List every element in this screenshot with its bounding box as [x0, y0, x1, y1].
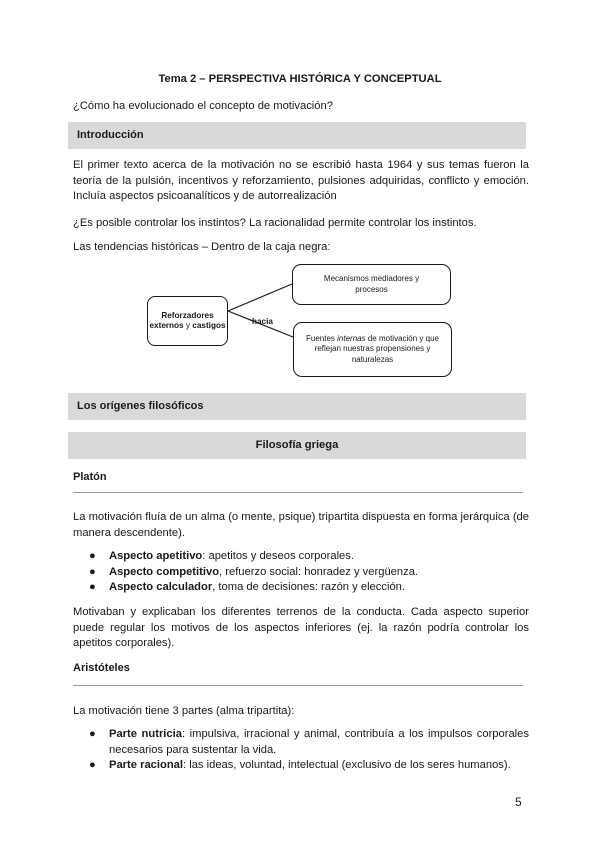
list-item: ● Aspecto apetitivo: apetitos y deseos corporales.: [73, 549, 529, 565]
external-reinforcers-and: y: [185, 321, 190, 330]
section-band-origins: [68, 393, 526, 420]
aristoteles-bullet-list: [73, 727, 529, 774]
bullet-icon: ●: [89, 759, 96, 771]
diagram-box-internal-sources: [293, 322, 452, 377]
black-box-diagram: [0, 0, 600, 400]
connector-line-top: [228, 284, 292, 311]
page-title: Tema 2 – PERSPECTIVA HISTÓRICA Y CONCEPTUAL: [158, 73, 442, 85]
instinct-question: ¿Es posible controlar los instintos? La racionalidad permite controlar los instintos.: [73, 217, 477, 229]
section-band-greek-philosophy: [68, 432, 526, 459]
list-item: ● Parte racional: las ideas, voluntad, intelectual (exclusivo de los seres humanos).: [73, 758, 529, 774]
connector-label: hacia: [252, 317, 273, 326]
heading-platon: Platón: [73, 471, 107, 483]
historical-tendencies: Las tendencias históricas – Dentro de la caja negra:: [73, 241, 331, 253]
external-reinforcers-label: Reforzadores externos: [149, 310, 214, 330]
internal-sources-italic: internas: [337, 333, 366, 343]
section-heading-introduccion: Introducción: [77, 129, 144, 141]
mediators-text: Mecanismos mediadores y procesos: [323, 274, 420, 294]
platon-paragraph-2: Motivaban y explicaban los diferentes terrenos de la conducta. Cada aspecto superior puede regular los motivos de los aspectos inferiores (ej. la razón podría controlar los apetitos corporales).: [73, 606, 529, 649]
bullet-icon: ●: [89, 581, 96, 593]
diagram-box-mediators: [292, 264, 451, 305]
list-item: ● Aspecto competitivo, refuerzo social: honradez y vergüenza.: [73, 565, 529, 581]
bullet-icon: ●: [89, 728, 96, 740]
list-item: ● Parte nutricia: impulsiva, irracional y animal, contribuía a los impulsos corporales necesarios para sustentar la vida.: [89, 728, 529, 756]
subheading-greek-philosophy: Filosofía griega: [255, 439, 339, 451]
diagram-box-external-reinforcers: [147, 296, 228, 346]
internal-sources-post: de motivación y que reflejan nuestras propensiones y naturalezas: [314, 333, 439, 364]
bullet-icon: ●: [89, 550, 96, 562]
section-heading-origins: Los orígenes filosóficos: [77, 400, 204, 412]
divider-platon: [73, 492, 523, 493]
internal-sources-pre: Fuentes: [306, 333, 335, 343]
page-number: 5: [515, 795, 522, 809]
bullet-icon: ●: [89, 565, 96, 578]
platon-bullet-list: [73, 549, 529, 596]
list-item: ● Aspecto calculador, toma de decisiones: razón y elección.: [73, 580, 529, 596]
internal-sources-text: [300, 334, 445, 366]
platon-paragraph: La motivación fluía de un alma (o mente, psique) tripartita dispuesta en forma jerárquica (de manera descendente).: [73, 511, 529, 539]
punishments-label: castigos: [192, 321, 226, 330]
intro-paragraph: El primer texto acerca de la motivación no se escribió hasta 1964 y sus temas fueron la teoría de la pulsión, incentivos y reforzamiento, pulsiones adquiridas, conflicto y emoción. Incluía aspectos psicoanalíticos y de autorrealización: [73, 159, 529, 202]
divider-aristoteles: [73, 685, 523, 686]
heading-aristoteles: Aristóteles: [73, 662, 130, 674]
intro-question: ¿Cómo ha evolucionado el concepto de motivación?: [73, 100, 333, 112]
aristoteles-paragraph: La motivación tiene 3 partes (alma tripartita):: [73, 705, 295, 717]
